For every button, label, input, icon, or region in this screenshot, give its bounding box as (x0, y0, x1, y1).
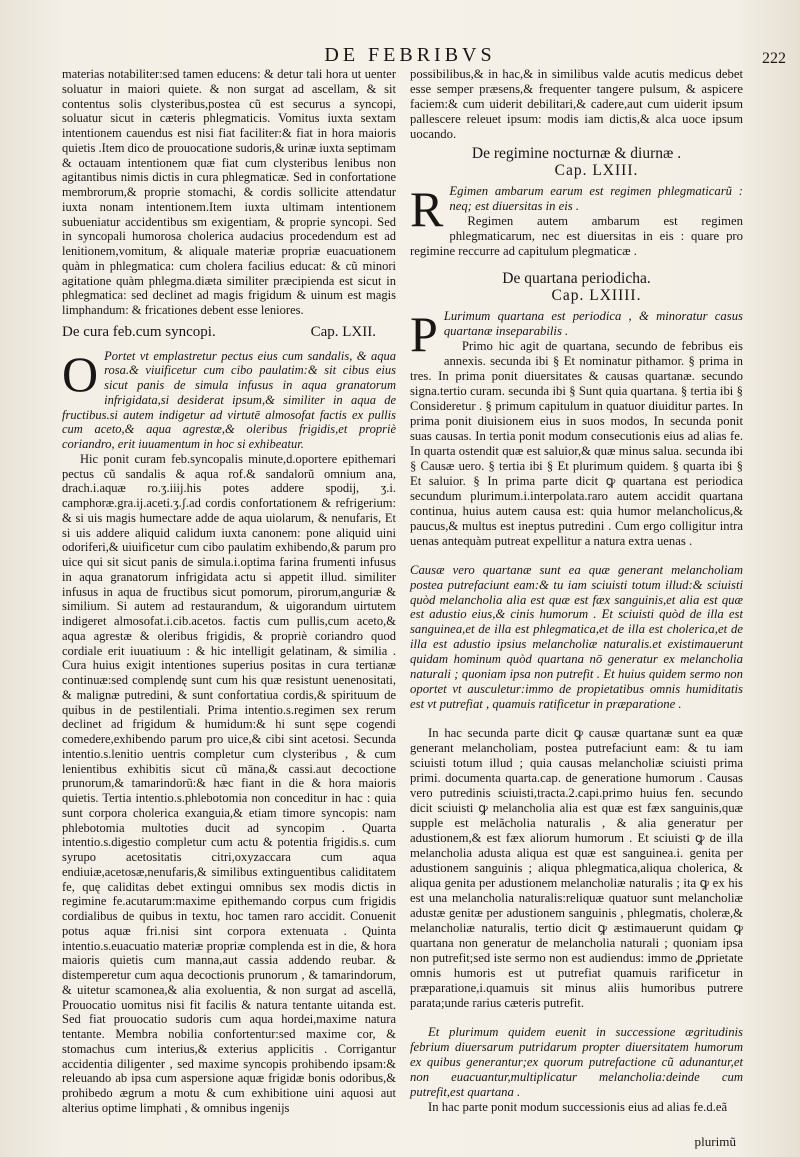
left-commentary: Hic ponit curam feb.syncopalis minute,d.oportere epithemari pectus cũ sandalis & aqua rof.& sandalorũ omnium ana, drach.i.aquæ ro.ʒ.iiij.his potes addere spodij, ʒ.i. camphoræ.gra.ij.aceti.ʒ.ʃ.ad cordis confortationem & refrigerium: & si uis magis humectare adde de aqua uiolarum, & nenufaris, Et si uis addere aliquid calidum iuxta canonem: pone aliquid uini odoriferi,& uiuificetur cum cibo paulatim exhibendo,& parum pro uice qui sit sicut panis de simula.i.optima farina frumenti infusus in aqua granatorum infrigidata actu si appetit illud. similiter infusus in aqua de fructibus sicut pomorum, pirorum,anguriæ & similium. Si autem ad restaurandum, & uigorandum uirtutem indigeret almosofat.i.cib.acetos. factis cum pullis,cum aceto,& aqua agrestæ & oleribus frigidis, & propriè coriandro quod cordiale erit iuuatiuum : & hic intelligit gelatinam, & similia . Cura huius exigit intentiones superius positas in cura tertianæ continuæ:sed complendę sunt cum his quæ resistunt uenenositati, & malignæ putredini, & sunt confortatiua cordis,& spirituum de quibus in de pestilentiali. Prima intentio.s.regimen sex rerum declinet ad frigidum & humidum:& hi sunt sępe cogendi comedere,exhibendo parum pro uice,& cibi sint acetosi. Secunda intentio.s.lenitio uentris completur cum clysteribus , & cum lenientibus exhibitis sicut cũ māna,& cassi.aut decoctione prunorum,& tamarindorũ:& hæc fiant in die & hora maioris quietis. Tertia intentio.s.phlebotomia non conceditur in hac : quia sunt corpora cholerica exanguia,& etiam timore syncopis: nam phlebotomia multoties ducit ad syncopim . Quarta intentio.s.digestio completur cum actu & potentia frigidis.s. cum syrupo acetositatis citri,oxyzaccara cum aqua endiuiæ,acetosæ,nenufaris,& similibus extinguentibus caliditatem fe, quę caliditas debet extingui omnibus sex modis dictis in regimine fe.acutarum:maxime epithemando corpus cum frigidis cordialibus de quibus in textu, hoc tamen raro accidit. Conuenit potus aquæ fri.nisi sint corpora extenuata . Quinta intentio.s.euacuatio materiæ propriæ complenda est in die, & hora maioris quietis cum manna,aut cassia addendo reubar. & distemperetur cum aqua decoctionis prunorum , & tamarindorum, & uitetur scamonea,& alia exoluentia, & non surgat ad ascellā, Prouocatio uomitus nisi fit facilis & natura tentante uitanda est. Sed fiat prouocatio sudoris cum aqua hordei,maxime natura tentante. Membra nobilia confortentur:sed maxime cor, & stomachus cum interius,& exterius applicitis . Corrigantur accidentia diligenter , sed maxime syncopis prohibendo ipsam:& releuando ab ipsa cum aspersione aquæ frigidæ bonis odoribus,& prohibedo ægrum a motu & cum exhibitione uini aquosi aut alterius optime limphati , & omnibus ingenijs (62, 451, 396, 1115)
right-column (410, 67, 743, 1115)
right-paragraph-1: possibilibus,& in hac,& in similibus valde acutis medicus debet esse semper præsens,& frequenter tangere pulsum, & aspicere faciem:& cum uiderit debilitari,& cadere,aut cum uiderit ipsum pallescere releuet ipsum: modis iam dictis,& alca uoce ipsum uocando. (410, 67, 743, 141)
chapter-64-commentary-2: In hac secunda parte dicit ꝙ causæ quartanæ sunt ea quæ generant melancholiam, postea putrefaciunt eam: & tu iam sciuisti totum illud ; quia causas melancholiæ sciuisti prima primi. documenta quarta.cap. de generatione humorum . Causas vero putredinis sciuisti,tracta.2.capi.primo huius fen. secundo dicit sciuisti ꝙ melancholia alia est quæ est fæx sanguinis,quæ supple est melãcholia naturalis , & alia generatur per adustionem,& est fæx aliorum humorum . Et sciuisti ꝙ de illa melancholia adusta aliqua est quæ est sanguinea.i. genita per adustionem sanguinis ; aliqua phlegmatica,aliqua cholerica, & aliqua genita per adustionem melancholiæ naturalis ; ita ꝙ ex his est una melancholia naturalis:reliquæ quatuor sunt melancholiæ adustæ genitæ per adustionem sanguinis , phlegmatis, choleræ,& melancholiæ naturalis, tertio dicit ꝙ æstimauerunt quidam ꝙ quartana non generatur de melancholia naturali ; quoniam ipsa non putrefit;sed iste sermo non est audiendus: immo de ꝓprietate omnis humoris est ut putrefiat quamuis rarificetur in præparatione,i.quamuis sit minus aliis humoribus putrere parata;unde rarius cæteris putrefit. (410, 726, 743, 1011)
catchword: plurimũ (694, 1134, 736, 1149)
chapter-64-text-3: Et plurimum quidem euenit in successione ægritudinis febrium diuersarum putridarum propter diuersitatem humorum ex quibus generantur;ex quorum putrefactione cũ adunantur,et non euacuantur,multiplicatur melancholia:deinde cum putrefit,est quartana . (410, 1025, 743, 1100)
chapter-64-text-body: Lurimum quartana est periodica , & minoratur casus quartanæ inseparabilis . (443, 308, 743, 338)
running-head: DE FEBRIBVS (324, 44, 496, 66)
chapter-heading-64: De quartana periodicha. (502, 269, 651, 287)
left-paragraph-1: materias notabiliter:sed tamen educens: & detur tali hora ut uenter soluatur in maiori quiete. & non surgat ad ascellam, & sit contentus solis clysteribus,postea cũ est securus a syncopi, soluatur sicut in cæteris phlegmaticis. Vomitus iuxta sextam intentionem cauendus est nisi fiat faciliter:& fiat in hora maioris quietis .Item dico de prouocatione sudoris,& urinæ iuxta septimam & octauam intentionem quæ fiat cum clysteribus lenibus non agitantibus nimis dictis in cura phlegmaticæ. Sed in confortatione membrorum,& proprie stomachi, & cordis sollicite attendatur iuxta nonam intentionem.Item iuxta ultimam intentionem subueniatur accidentibus sm exigentiam, & proprie syncopi. Sed in syncopali humorosa cholerica audacius procedendum est ad lenitionem,vomitum, & aliquale materiæ propriæ euacuationem quàm in phlegmatica: cum cholera facilius educat: & cũ minori agitatione quàm phlegma.diæta similiter præcipienda est sicut in phlegmatica: sed declinet ad magis frigidum & uinum est magis limphandum: & fricationes debent esse leniores. (62, 67, 396, 317)
drop-capital: O (62, 345, 99, 402)
folio-number: 222 (762, 50, 786, 67)
chapter-number-63: Cap. LXIII. (554, 161, 639, 179)
chapter-number: Cap. LXII. (310, 323, 376, 340)
chapter-62-text (62, 345, 396, 452)
chapter-63-text-body: Egimen ambarum earum est regimen phlegmaticarũ : neq; est diuersitas in eis . (449, 183, 743, 213)
chapter-64-commentary-3: In hac parte ponit modum successionis eius ad alias fe.d.eã (428, 1100, 728, 1114)
chapter-63-commentary: Regimen autem ambarum est regimen phlegmaticarum, nec est diuersitas in eis : quare pro regimine reccurre ad capitulum plegmaticæ . (410, 213, 743, 258)
chapter-heading-62 (62, 325, 396, 340)
chapter-64-text-2: Causæ vero quartanæ sunt ea quæ generant melancholiam postea putrefaciunt eam:& tu iam sciuisti totum illud:& sciuisti quòd melancholia alia est quæ est fæx sanguinis,et alia est quæ est adustio eius,& cinis humorum . Et sciuisti quòd de illa est sanguinea,et de illa est phlegmatica,et de illa est cholerica,et de illa est adustio ipsius melancholiæ naturalis.et existimauerunt quidam hominum quòd quartana nō generatur ex melancholia naturali ; quoniam ipsa non putrefit . Et huius quidem sermo non oportet vt ausculetur:immo de propietatibus omnis humiditatis est vt putrefiat , quamuis ratificetur in præparatione . (410, 562, 743, 712)
chapter-64-text (410, 305, 743, 362)
drop-capital-r: R (410, 180, 444, 237)
left-column (62, 67, 396, 1116)
chapter-62-text-body: Portet vt emplastretur pectus eius cum sandalis, & aqua rosa.& viuificetur cum cibo paulatim:& sit cibus eius sicut panis de simula infusus in aqua granatorum infrigidata,si desiderat ipsum,& similiter in aqua de fructibus.si autem indigetur ad virtutē almosofat factis ex pullis cum aceto,& aqua agrestæ,& oleribus frigidis,et propriè coriandro, erit iuuamentum in hoc si exhibeatur. (62, 348, 396, 451)
drop-capital-p: P (410, 305, 438, 362)
chapter-title: De cura feb.cum syncopi. (62, 323, 216, 340)
chapter-64-commentary-1: Primo hic agit de quartana, secundo de febribus eis annexis. secunda ibi § Et nominatur pithamor. § prima in tres. In prima ponit diuersitates & causas quartanæ. secundo signa.tertio curam. secunda ibi § Sunt quia quartana. § tertia ibi § Consideretur . § primum capitulum in quatuor diuiditur partes. In prima ponit diuisionem eius in suos modos, In secunda ponit suas causas. In tertia ponit modum consecutionis eius ad alias fe. In quarta ostendit quæ est saluior,& quæ minus salua. secunda ibi § Causæ uero. § tertia ibi § Et plurimum quidem. § quarta ibi § Et saluior. § In prima parte dicit ꝙ quartana est periodica secundum plurimum.i.interpolata.raro autem accidit quartana continua, huius autem causa est: quia humor melancholicus,& paucus,& multus est ineptus putredini . Cum ergo colligitur intra uenas antequàm putreat expellitur a natura extra uenas . (410, 338, 743, 548)
chapter-number-64: Cap. LXIIII. (551, 286, 642, 304)
chapter-heading-63: De regimine nocturnæ & diurnæ . (471, 144, 682, 162)
